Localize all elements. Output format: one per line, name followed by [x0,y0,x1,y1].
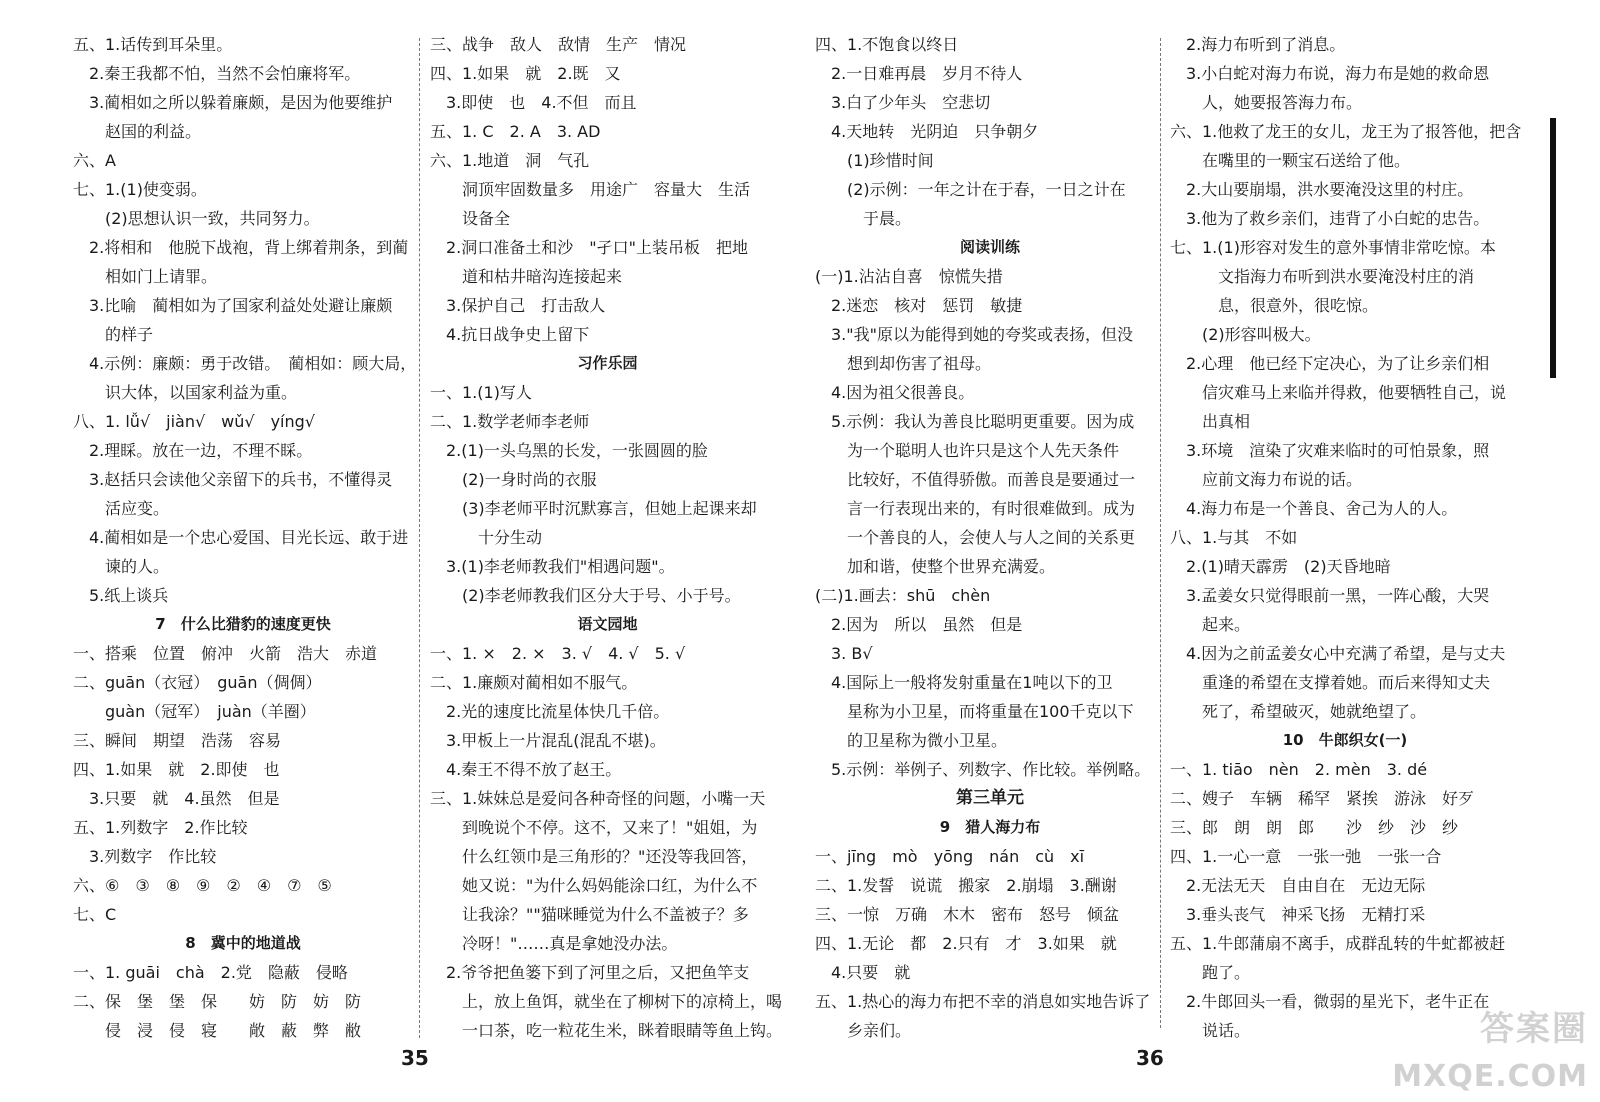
column-1 [73,30,417,1045]
answer-line: 六、A [73,151,116,170]
answer-line: 四、1.无论 都 2.只有 才 3.如果 就 [815,934,1117,953]
answer-line: 出真相 [1170,412,1251,431]
page-edge-marker [1550,118,1556,378]
answer-line: 2.洞口准备土和沙 "孑口"上装吊板 把地 [430,238,748,257]
answer-line: 人，她要报答海力布。 [1170,93,1363,112]
answer-line: 2.将相和 他脱下战袍，背上绑着荆条，到蔺 [73,238,409,257]
answer-line: 赵国的利益。 [73,122,202,141]
page-number-right: 36 [1136,1046,1164,1070]
answer-line: 文指海力布听到洪水要淹没村庄的消 [1170,267,1475,286]
answer-line: 2.海力布听到了消息。 [1170,35,1346,54]
answer-line: 七、1.(1)形容对发生的意外事情非常吃惊。本 [1170,238,1496,257]
answer-line: (2)形容叫极大。 [1170,325,1321,344]
answer-line: 3.保护自己 打击敌人 [430,296,606,315]
answer-line: 跑了。 [1170,963,1251,982]
answer-line: 什么红领巾是三角形的？"还没等我回答， [430,847,758,866]
answer-line: 4.示例：廉颇：勇于改错。 蔺相如：顾大局， [73,354,417,373]
answer-line: 3.白了少年头 空悲切 [815,93,991,112]
answer-line: 3. B√ [815,644,873,663]
answer-line: 活应变。 [73,499,170,518]
section-heading: 阅读训练 [959,238,1020,256]
answer-line: 3.比喻 蔺相如为了国家利益处处避让廉颇 [73,296,393,315]
answer-line: 八、1.与其 不如 [1170,528,1298,547]
answer-line: 一、1.(1)写人 [430,383,532,402]
answer-line: 乡亲们。 [815,1021,912,1040]
answer-line: (3)李老师平时沉默寡言，但她上起课来却 [430,499,757,518]
answer-line: 星称为小卫星，而将重量在100千克以下 [815,702,1134,721]
answer-line: 2.(1)一头乌黑的长发，一张圆圆的脸 [430,441,708,460]
answer-line: 七、C [73,905,117,924]
answer-line: 三、一惊 万确 木木 密布 怒号 倾盆 [815,905,1120,924]
answer-line: 4.国际上一般将发射重量在1吨以下的卫 [815,673,1113,692]
watermark-logo: 答案圈 [1480,1009,1588,1049]
answer-line: 一、搭乘 位置 俯冲 火箭 浩大 赤道 [73,644,378,663]
answer-line: 于晨。 [815,209,912,228]
answer-line: 洞顶牢固数量多 用途广 容量大 生活 [430,180,751,199]
answer-line: 八、1. lǚ√ jiàn√ wǔ√ yíng√ [73,412,315,431]
column-divider-right [1160,38,1161,1028]
section-heading: 7 什么比猎豹的速度更快 [155,615,331,633]
answer-line: 一、1. guāi chà 2.党 隐蔽 侵略 [73,963,348,982]
answer-line: 冷呀！"……真是拿她没办法。 [430,934,678,953]
answer-line: 3.环境 渲染了灾难来临时的可怕景象，照 [1170,441,1490,460]
answer-line: 重逢的希望在支撑着她。而后来得知丈夫 [1170,673,1491,692]
watermark-url: MXQE.COM [1392,1059,1588,1094]
answer-line: 2.迷恋 核对 惩罚 敏捷 [815,296,1023,315]
answer-line: 让我涂？""猫咪睡觉为什么不盖被子？多 [430,905,749,924]
answer-line: 3.只要 就 4.虽然 但是 [73,789,280,808]
page-number-left: 35 [401,1046,429,1070]
answer-line: 二、嫂子 车辆 稀罕 紧挨 游泳 好歹 [1170,789,1475,808]
answer-line: 4.天地转 光阴迫 只争朝夕 [815,122,1039,141]
answer-line: 应前文海力布说的话。 [1170,470,1363,489]
answer-line: 3.蔺相如之所以躲着廉颇，是因为他要维护 [73,93,393,112]
answer-line: 2.秦王我都不怕，当然不会怕廉将军。 [73,64,361,83]
section-heading: 习作乐园 [577,354,638,372]
answer-line: 4.蔺相如是一个忠心爱国、目光长远、敢于进 [73,528,409,547]
answer-line: (2)示例：一年之计在于春，一日之计在 [815,180,1126,199]
answer-line: 五、1.列数字 2.作比较 [73,818,248,837]
answer-line: 想到却伤害了祖母。 [815,354,992,373]
answer-line: 五、1. C 2. A 3. AD [430,122,601,141]
answer-line: (1)珍惜时间 [815,151,934,170]
section-heading: 语文园地 [577,615,638,633]
answer-line: (2)思想认识一致，共同努力。 [73,209,320,228]
answer-line: 六、1.他救了龙王的女儿，龙王为了报答他，把含 [1170,122,1522,141]
answer-line: 一个善良的人，会使人与人之间的关系更 [815,528,1136,547]
answer-line: 2.因为 所以 虽然 但是 [815,615,1023,634]
answer-line: 三、郎 朗 朗 郎 沙 纱 沙 纱 [1170,818,1459,837]
answer-line: (2)李老师教我们区分大于号、小于号。 [430,586,741,605]
answer-line: 她又说："为什么妈妈能涂口红，为什么不 [430,876,758,895]
column-divider-left [419,38,420,1038]
answer-line: 2.(1)晴天霹雳 (2)天昏地暗 [1170,557,1391,576]
answer-line: 五、1.牛郎蒲扇不离手，成群乱转的牛虻都被赶 [1170,934,1506,953]
answer-line: 三、战争 敌人 敌情 生产 情况 [430,35,687,54]
answer-line: 一口茶，吃一粒花生米，眯着眼睛等鱼上钩。 [430,1021,783,1040]
answer-line: 道和枯井暗沟连接起来 [430,267,623,286]
answer-line: 相如门上请罪。 [73,267,218,286]
answer-line: 四、1.不饱食以终日 [815,35,959,54]
answer-line: 为一个聪明人也许只是这个人先天条件 [815,441,1120,460]
answer-line: 3."我"原以为能得到她的夸奖或表扬，但没 [815,325,1133,344]
answer-line: 四、1.一心一意 一张一弛 一张一合 [1170,847,1442,866]
answer-line: 六、⑥ ③ ⑧ ⑨ ② ④ ⑦ ⑤ [73,876,332,895]
answer-line: 息，很意外，很吃惊。 [1170,296,1379,315]
answer-line: (2)一身时尚的衣服 [430,470,597,489]
answer-line: 七、1.(1)使变弱。 [73,180,207,199]
answer-line: 3.即使 也 4.不但 而且 [430,93,637,112]
answer-line: 三、瞬间 期望 浩荡 容易 [73,731,282,750]
answer-line: 十分生动 [430,528,543,547]
answer-line: 3.赵括只会读他父亲留下的兵书，不懂得灵 [73,470,393,489]
answer-line: 2.牛郎回头一看，微弱的星光下，老牛正在 [1170,992,1490,1011]
section-heading: 8 冀中的地道战 [185,934,301,952]
answer-line: 4.因为之前孟姜女心中充满了希望，是与丈夫 [1170,644,1506,663]
answer-line: 2.光的速度比流星体快几千倍。 [430,702,670,721]
answer-line: 一、1. × 2. × 3. √ 4. √ 5. √ [430,644,686,663]
answer-line: 信灾难马上来临并得救，他要牺牲自己，说 [1170,383,1507,402]
answer-line: 2.一日难再晨 岁月不待人 [815,64,1023,83]
column-4 [1170,30,1520,1045]
answer-line: 4.抗日战争史上留下 [430,325,590,344]
answer-line: 二、保 堡 堡 保 妨 防 妨 防 [73,992,362,1011]
answer-line: 二、1.发誓 说谎 搬家 2.崩塌 3.酬谢 [815,876,1117,895]
answer-line: 5.示例：举例子、列数字、作比较。举例略。 [815,760,1151,779]
answer-line: 四、1.如果 就 2.即使 也 [73,760,280,779]
answer-line: 3.垂头丧气 神采飞扬 无精打采 [1170,905,1426,924]
answer-line: 2.心理 他已经下定决心，为了让乡亲们相 [1170,354,1490,373]
answer-line: 一、jīng mò yōng nán cù xī [815,847,1085,866]
answer-line: 3.他为了救乡亲们，违背了小白蛇的忠告。 [1170,209,1490,228]
answer-line: 五、1.话传到耳朵里。 [73,35,233,54]
answer-line: 二、1.廉颇对蔺相如不服气。 [430,673,638,692]
answer-line: guàn（冠军） juàn（羊圈） [73,702,316,721]
answer-line: 比较好，不值得骄傲。而善良是要通过一 [815,470,1136,489]
answer-line: 说话。 [1170,1021,1251,1040]
answer-line: 五、1.热心的海力布把不幸的消息如实地告诉了 [815,992,1151,1011]
section-heading: 9 猎人海力布 [939,818,1041,836]
answer-line: 言一行表现出来的，有时很难做到。成为 [815,499,1136,518]
section-heading: 第三单元 [956,788,1024,808]
answer-line: 3.甲板上一片混乱(混乱不堪)。 [430,731,666,750]
answer-line: 设备全 [430,209,511,228]
answer-line: (一)1.沾沾自喜 惊慌失措 [815,267,1003,286]
answer-line: 上，放上鱼饵，就坐在了柳树下的凉椅上，喝 [430,992,783,1011]
answer-line: 的卫星称为微小卫星。 [815,731,1008,750]
answer-line: 2.无法无天 自由自在 无边无际 [1170,876,1426,895]
column-2 [430,30,785,1045]
answer-line: 一、1. tiāo nèn 2. mèn 3. dé [1170,760,1428,779]
answer-line: 侵 浸 侵 寝 敞 蔽 弊 敝 [73,1021,362,1040]
answer-line: 二、guān（衣冠） guān（倜倜） [73,673,322,692]
answer-line: 5.纸上谈兵 [73,586,169,605]
answer-line: 3.孟姜女只觉得眼前一黑，一阵心酸，大哭 [1170,586,1490,605]
answer-line: 识大体，以国家利益为重。 [73,383,298,402]
answer-line: 4.秦王不得不放了赵王。 [430,760,622,779]
answer-line: 2.理睬。放在一边，不理不睬。 [73,441,313,460]
answer-line: 2.爷爷把鱼篓下到了河里之后，又把鱼竿支 [430,963,750,982]
answer-line: 二、1.数学老师李老师 [430,412,590,431]
answer-line: 3.小白蛇对海力布说，海力布是她的救命恩 [1170,64,1490,83]
answer-line: 死了，希望破灭，她就绝望了。 [1170,702,1427,721]
answer-line: 3.(1)李老师教我们"相遇问题"。 [430,557,675,576]
answer-line: 4.因为祖父很善良。 [815,383,975,402]
answer-line: 到晚说个不停。这不，又来了！"姐姐，为 [430,818,758,837]
answer-line: 的样子 [73,325,154,344]
answer-line: 六、1.地道 洞 气孔 [430,151,590,170]
answer-line: 5.示例：我认为善良比聪明更重要。因为成 [815,412,1135,431]
column-3 [815,30,1165,1045]
answer-line: 在嘴里的一颗宝石送给了他。 [1170,151,1411,170]
answer-line: 三、1.妹妹总是爱问各种奇怪的问题，小嘴一天 [430,789,766,808]
answer-line: 4.只要 就 [815,963,911,982]
answer-line: (二)1.画去：shū chèn [815,586,991,605]
answer-line: 3.列数字 作比较 [73,847,217,866]
answer-line: 起来。 [1170,615,1251,634]
answer-line: 4.海力布是一个善良、舍己为人的人。 [1170,499,1458,518]
section-heading: 10 牛郎织女(一) [1282,731,1408,749]
answer-line: 谏的人。 [73,557,170,576]
answer-line: 2.大山要崩塌，洪水要淹没这里的村庄。 [1170,180,1474,199]
answer-line: 四、1.如果 就 2.既 又 [430,64,621,83]
answer-line: 加和谐，使整个世界充满爱。 [815,557,1056,576]
